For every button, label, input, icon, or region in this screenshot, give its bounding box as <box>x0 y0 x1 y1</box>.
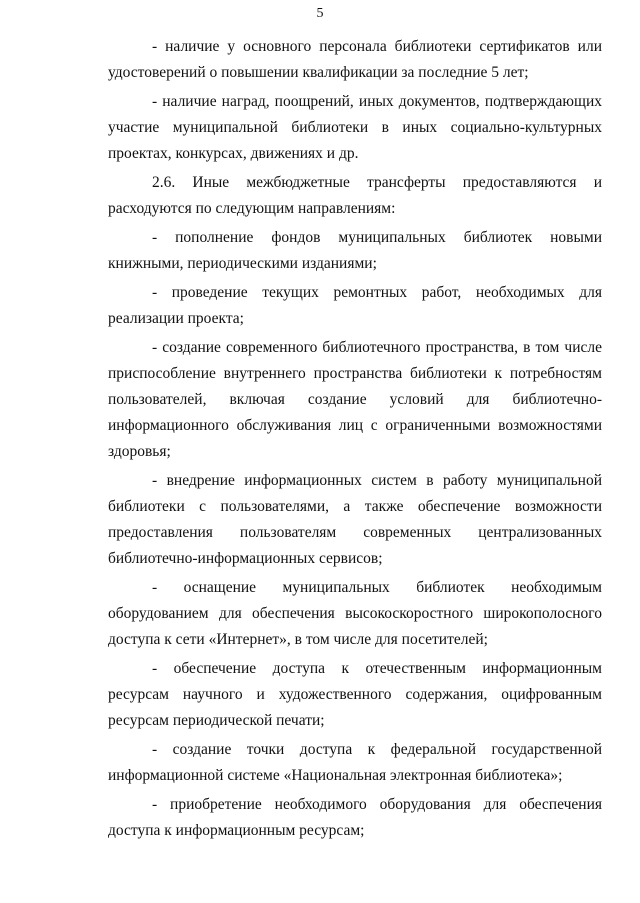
document-body <box>108 34 602 847</box>
paragraph-library-space: - создание современного библиотечного пространства, в том числе приспособление внутреннего пространства библиотеки к потребностям пользователей, включая создание условий для библиотечно-информационного обслуживания лиц с ограниченными возможностями здоровья; <box>108 339 602 460</box>
paragraph-information-systems: - внедрение информационных систем в работу муниципальной библиотеки с пользователями, а также обеспечение возможности предоставления пользователям современных централизованных библиотечно-информационных сервисов; <box>108 472 602 567</box>
paragraph-equipment-purchase: - приобретение необходимого оборудования для обеспечения доступа к информационным ресурсам; <box>108 796 602 839</box>
paragraph-section-2-6: 2.6. Иные межбюджетные трансферты предоставляются и расходуются по следующим направлениям: <box>108 174 602 217</box>
paragraph-fund-replenishment: - пополнение фондов муниципальных библиотек новыми книжными, периодическими изданиями; <box>108 229 602 272</box>
paragraph-certificates: - наличие у основного персонала библиотеки сертификатов или удостоверений о повышении квалификации за последние 5 лет; <box>108 38 602 81</box>
paragraph-awards: - наличие наград, поощрений, иных документов, подтверждающих участие муниципальной библиотеки в иных социально-культурных проектах, конкурсах, движениях и др. <box>108 93 602 162</box>
paragraph-neb-access-point: - создание точки доступа к федеральной государственной информационной системе «Национальная электронная библиотека»; <box>108 741 602 784</box>
paragraph-internet-equipment: - оснащение муниципальных библиотек необходимым оборудованием для обеспечения высокоскоростного широкополосного доступа к сети «Интернет», в том числе для посетителей; <box>108 579 602 648</box>
paragraph-repair-works: - проведение текущих ремонтных работ, необходимых для реализации проекта; <box>108 284 602 327</box>
page-number: 5 <box>316 6 324 21</box>
paragraph-resource-access: - обеспечение доступа к отечественным информационным ресурсам научного и художественного содержания, оцифрованным ресурсам периодической печати; <box>108 660 602 729</box>
